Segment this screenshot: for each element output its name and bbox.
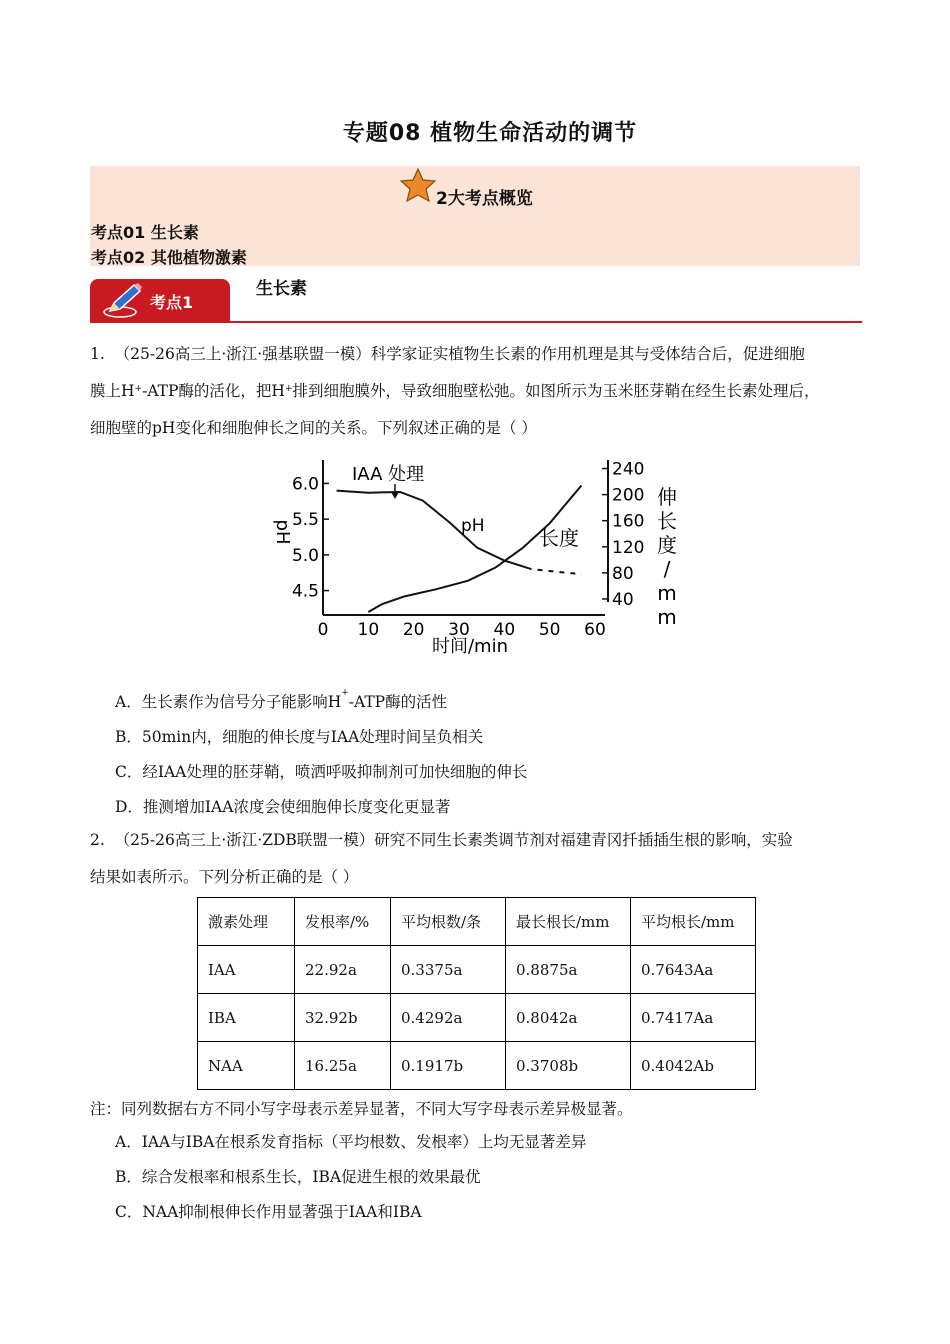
table-note: 注：同列数据右方不同小写字母表示差异显著，不同大写字母表示差异极显著。 [90,1100,633,1118]
q2-line-2: 结果如表所示。下列分析正确的是（ ） [90,868,359,886]
q2-option-c[interactable]: C．NAA抑制根伸长作用显著强于IAA和IBA [115,1203,422,1221]
table-cell: 0.7417Aa [631,994,756,1042]
x-tick-label: 30 [448,620,470,640]
y-label-left: pH [272,519,293,545]
q2-text-1: 研究不同生长素类调节剂对福建青冈扦插插生根的影响，实验 [374,831,793,849]
ph-length-chart [255,452,695,662]
x-label: 时间/min [431,636,509,657]
q1-line-1 [90,336,870,373]
overview-item-1: 考点01 生长素 [91,223,199,242]
series-label-ph: pH [461,516,485,536]
q1-text-2b: -ATP酶的活化，把H [142,382,285,400]
q1-number: 1. [90,345,105,363]
table-cell: 0.3708b [506,1042,631,1090]
table-cell: 0.3375a [391,946,506,994]
table-cell: IBA [198,994,295,1042]
iaa-annotation: IAA 处理 [352,464,425,485]
q1-option-c[interactable]: C．经IAA处理的胚芽鞘，喷洒呼吸抑制剂可加快细胞的伸长 [115,763,528,781]
pencil-icon [100,281,146,321]
table-header-cell: 最长根长/mm [506,898,631,946]
table-header-cell: 激素处理 [198,898,295,946]
table-row [198,994,756,1042]
y-right-label-char: / [663,557,671,581]
superscript-plus: + [134,384,143,394]
superscript-plus: + [284,384,293,394]
x-tick-label: 50 [538,620,561,640]
y-right-label-char: m [657,605,677,629]
y-label-right [657,485,677,629]
q1-line-3: 细胞壁的pH变化和细胞伸长之间的关系。下列叙述正确的是（ ） [90,419,537,437]
section-badge-label: 考点1 [150,293,194,312]
table-row [198,1042,756,1090]
table-cell: 0.4292a [391,994,506,1042]
y-right-tick-label: 200 [612,485,645,506]
section-badge [90,279,230,323]
y-right-label-char: m [657,581,677,605]
y-right-label-char: 度 [657,533,677,557]
q1-option-a-suffix: -ATP酶的活性 [348,693,448,711]
y-right-label-char: 长 [657,509,677,533]
q1-line-2 [90,373,870,410]
series-label-length: 长度 [539,526,579,550]
y-left-tick-label: 6.0 [291,474,319,495]
x-tick-label: 20 [402,620,425,640]
overview-item-2: 考点02 其他植物激素 [91,248,247,267]
q1-option-a[interactable] [115,690,447,712]
q1-source: （25-26高三上·浙江·强基联盟一模） [114,345,371,363]
q2-number: 2. [90,831,105,849]
q1-option-a-text: A．生长素作为信号分子能影响H [115,693,342,711]
y-right-tick-label: 40 [612,589,634,610]
table-cell: 0.4042Ab [631,1042,756,1090]
x-tick-label: 0 [317,620,329,640]
page-title: 专题08 植物生命活动的调节 [342,121,638,146]
table-cell: 0.8042a [506,994,631,1042]
y-left-tick-label: 4.5 [291,581,319,602]
q1-text-2a: 膜上H [90,382,135,400]
y-right-tick-label: 80 [612,563,634,584]
table-cell: 0.1917b [391,1042,506,1090]
table-header-row [198,898,756,946]
table-header-cell: 发根率/% [295,898,391,946]
overview-heading [400,168,600,212]
table-cell: NAA [198,1042,295,1090]
table-cell: 0.7643Aa [631,946,756,994]
table-cell: 0.8875a [506,946,631,994]
table-cell: 22.92a [295,946,391,994]
table-row [198,946,756,994]
y-left-tick-label: 5.0 [291,545,319,566]
overview-heading-text: 2大考点概览 [436,189,533,209]
section-title: 生长素 [256,279,307,299]
table-cell: 32.92b [295,994,391,1042]
superscript-plus: + [341,688,349,698]
q2-option-a[interactable]: A．IAA与IBA在根系发育指标（平均根数、发根率）上均无显著差异 [115,1133,587,1151]
y-right-tick-label: 240 [612,459,645,480]
q2-option-b[interactable]: B．综合发根率和根系生长，IBA促进生根的效果最优 [115,1168,481,1186]
q2-source: （25-26高三上·浙江·ZDB联盟一模） [114,831,375,849]
star-icon [400,168,436,202]
q1-option-b[interactable]: B．50min内，细胞的伸长度与IAA处理时间呈负相关 [115,728,484,746]
q1-text-2c: 排到细胞膜外，导致细胞壁松弛。如图所示为玉米胚芽鞘在经生长素处理后， [292,382,820,400]
section-divider [90,321,862,323]
table-header-cell: 平均根长/mm [631,898,756,946]
q2-line-1 [90,822,870,859]
table-cell: IAA [198,946,295,994]
y-right-tick-label: 160 [612,511,645,532]
x-tick-label: 10 [357,620,380,640]
y-right-label-char: 伸 [657,485,677,509]
table-header-cell: 平均根数/条 [391,898,506,946]
x-tick-label: 40 [493,620,516,640]
y-left-tick-label: 5.5 [291,510,319,531]
q1-text-1: 科学家证实植物生长素的作用机理是其与受体结合后，促进细胞 [370,345,805,363]
data-table [197,897,756,1090]
table-cell: 16.25a [295,1042,391,1090]
y-right-tick-label: 120 [612,537,645,558]
x-tick-label: 60 [584,620,606,640]
q1-option-d[interactable]: D．推测增加IAA浓度会使细胞伸长度变化更显著 [115,798,451,816]
